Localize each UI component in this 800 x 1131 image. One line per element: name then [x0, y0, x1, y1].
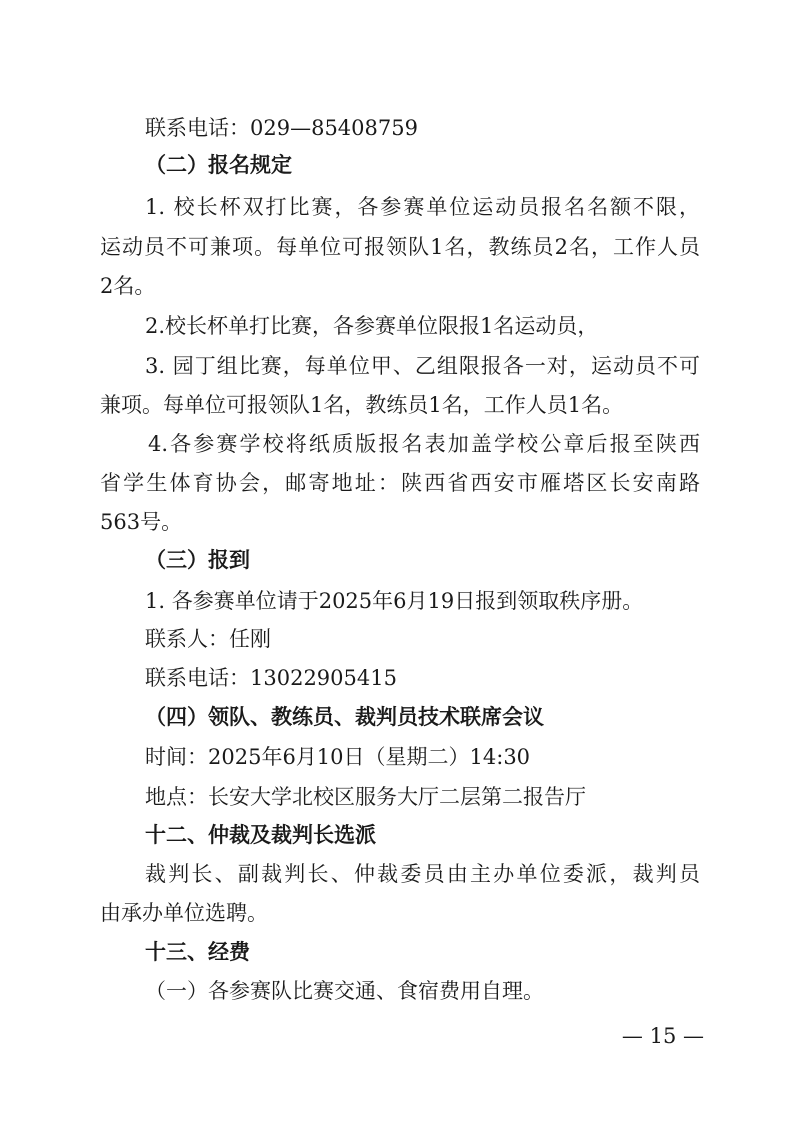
contact-person: 联系人：任刚 [145, 627, 271, 651]
section-13-heading: 十三、经费 [145, 939, 250, 964]
paragraph-line: 1. 各参赛单位请于2025年6月19日报到领取秩序册。 [145, 589, 644, 613]
paragraph-line: 由承办单位选聘。 [100, 901, 268, 925]
section-registration-rules-heading: （二）报名规定 [145, 152, 292, 177]
paragraph-line: 563号。 [100, 510, 183, 534]
section-12-heading: 十二、仲裁及裁判长选派 [145, 822, 376, 847]
paragraph-line: 运动员不可兼项。每单位可报领队1名，教练员2名，工作人员 [100, 235, 700, 259]
paragraph-line: 4.各参赛学校将纸质版报名表加盖学校公章后报至陕西 [148, 432, 700, 456]
paragraph-line: 2名。 [100, 274, 156, 298]
section-meeting-heading: （四）领队、教练员、裁判员技术联席会议 [145, 704, 544, 729]
paragraph-line: 3. 园丁组比赛，每单位甲、乙组限报各一对，运动员不可 [145, 354, 700, 378]
section-check-in-heading: （三）报到 [145, 547, 250, 572]
page-number: — 15 — [621, 1024, 704, 1048]
paragraph-line: 裁判长、副裁判长、仲裁委员由主办单位委派，裁判员 [145, 862, 700, 886]
contact-phone-2: 联系电话：13022905415 [145, 666, 397, 690]
paragraph-line: 2.校长杯单打比赛，各参赛单位限报1名运动员， [145, 314, 599, 338]
paragraph-line: 兼项。每单位可报领队1名，教练员1名，工作人员1名。 [100, 393, 624, 417]
meeting-location: 地点：长安大学北校区服务大厅二层第二报告厅 [145, 785, 586, 809]
contact-phone-1: 联系电话：029—85408759 [145, 116, 418, 140]
paragraph-line: （一）各参赛队比赛交通、食宿费用自理。 [145, 979, 544, 1003]
meeting-time: 时间：2025年6月10日（星期二）14:30 [145, 745, 531, 769]
paragraph-line: 省学生体育协会，邮寄地址：陕西省西安市雁塔区长安南路 [100, 471, 700, 495]
paragraph-line: 1. 校长杯双打比赛，各参赛单位运动员报名名额不限， [145, 195, 700, 219]
